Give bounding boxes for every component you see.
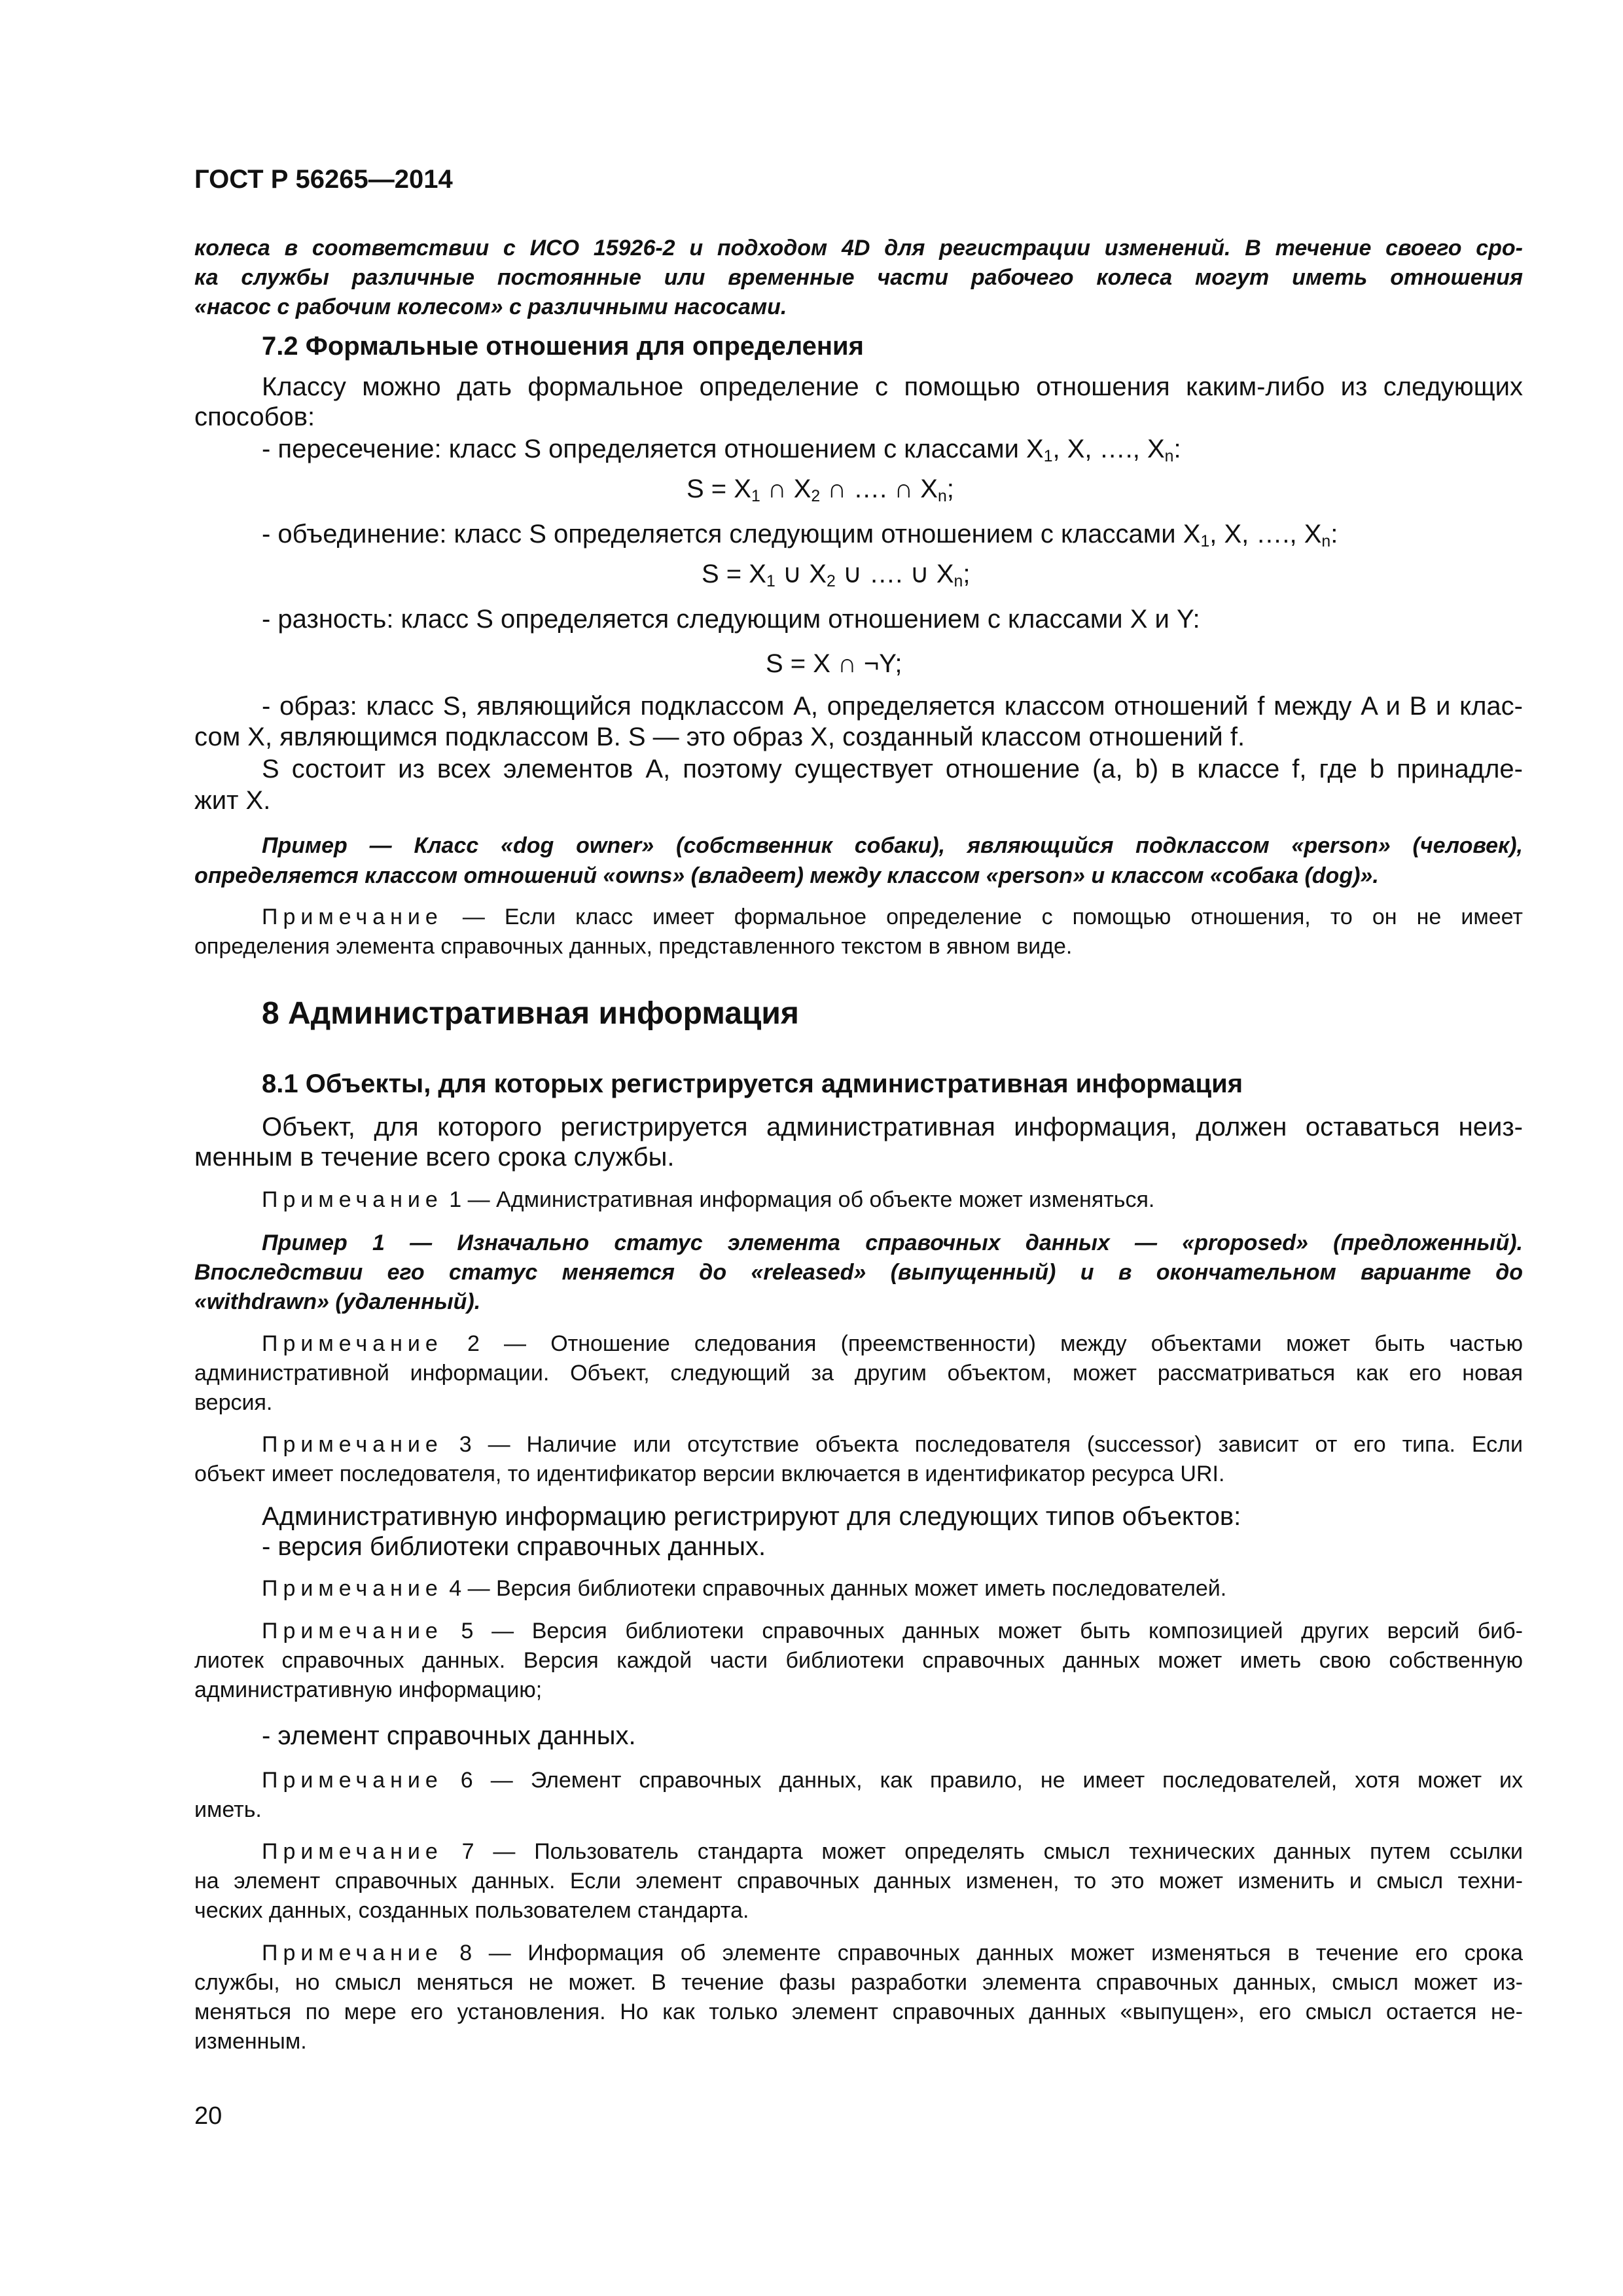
example-dog-owner-line-1: Пример — Класс «dog owner» (собственник собаки), являющийся подклассом «person» (человек),: [262, 833, 1523, 858]
section-8-1-heading: 8.1 Объекты, для которых регистрируется административная информация: [262, 1069, 1243, 1098]
section-7-2-heading: 7.2 Формальные отношения для определения: [262, 332, 864, 361]
note-6-line-2: иметь.: [194, 1797, 262, 1822]
note-2-line-3: версия.: [194, 1390, 273, 1415]
note-7-line-1: Примечание 7 — Пользователь стандарта может определять смысл технических данных путем ссылки: [262, 1839, 1523, 1864]
note-5-line-1: Примечание 5 — Версия библиотеки справочных данных может быть композицией других версий биб-: [262, 1619, 1523, 1643]
note-8-line-2: службы, но смысл меняться не может. В течение фазы разработки элемента справочных данных, смысл может из-: [194, 1970, 1523, 1995]
section-7-2-intro-line-2: способов:: [194, 403, 315, 431]
note-7-line-3: ческих данных, созданных пользователем стандарта.: [194, 1898, 749, 1923]
note-5-line-3: административную информацию;: [194, 1677, 543, 1702]
note-8-line-3: меняться по мере его установления. Но как только элемент справочных данных «выпущен», его смысл остается не-: [194, 2000, 1523, 2024]
object-type-reference-data-item: - элемент справочных данных.: [262, 1721, 636, 1750]
note-8-line-4: изменным.: [194, 2029, 307, 2054]
difference-formula: S = X ∩ ¬Y;: [766, 649, 902, 678]
page-number: 20: [194, 2102, 223, 2130]
note-3-line-2: объект имеет последователя, то идентификатор версии включается в идентификатор ресурса URI.: [194, 1462, 1225, 1486]
note-formal-definition-line-1: Примечание — Если класс имеет формальное определение с помощью отношения, то он не имеет: [262, 905, 1523, 929]
note-8-line-1: Примечание 8 — Информация об элементе справочных данных может изменяться в течение его срока: [262, 1941, 1523, 1965]
note-2-line-2: административной информации. Объект, следующий за другим объектом, может рассматриваться как его новая: [194, 1361, 1523, 1386]
union-definition: - объединение: класс S определяется следующим отношением с классами $X_1$, X, …., $X_n$:: [262, 520, 1338, 551]
note-2-line-1: Примечание 2 — Отношение следования (преемственности) между объектами может быть частью: [262, 1331, 1523, 1356]
intro-line-3: «насос с рабочим колесом» с различными насосами.: [194, 295, 787, 319]
example-dog-owner-line-2: определяется классом отношений «owns» (владеет) между классом «person» и классом «собака (dog)».: [194, 863, 1379, 888]
standard-header: ГОСТ Р 56265—2014: [194, 165, 453, 194]
object-types-intro: Административную информацию регистрируют для следующих типов объектов:: [262, 1502, 1241, 1531]
difference-definition: - разность: класс S определяется следующим отношением с классами X и Y:: [262, 605, 1200, 634]
example-1-line-1: Пример 1 — Изначально статус элемента справочных данных — «proposed» (предложенный).: [262, 1230, 1523, 1255]
note-4: Примечание 4 — Версия библиотеки справочных данных может иметь последователей.: [262, 1576, 1227, 1601]
example-1-line-3: «withdrawn» (удаленный).: [194, 1289, 481, 1314]
intersection-formula: $S = X_1$ ∩ $X_2$ ∩ …. ∩ $X_n$;: [687, 475, 954, 506]
intersection-definition: - пересечение: класс S определяется отношением с классами $X_1$, X, …., $X_n$:: [262, 435, 1181, 466]
note-6-line-1: Примечание 6 — Элемент справочных данных, как правило, не имеет последователей, хотя может их: [262, 1768, 1524, 1793]
union-formula: $S = X_1$ ∪ $X_2$ ∪ …. ∪ $X_n$;: [702, 560, 971, 591]
note-3-line-1: Примечание 3 — Наличие или отсутствие объекта последователя (successor) зависит от его типа. Если: [262, 1432, 1523, 1457]
section-8-1-para-line-1: Объект, для которого регистрируется административная информация, должен оставаться неиз-: [262, 1113, 1523, 1141]
section-8-heading: 8 Административная информация: [262, 996, 799, 1031]
image-definition-line-2: сом X, являющимся подклассом B. S — это образ X, созданный классом отношений f.: [194, 723, 1245, 751]
example-1-line-2: Впоследствии его статус меняется до «released» (выпущенный) и в окончательном варианте до: [194, 1260, 1523, 1285]
intro-line-1: колеса в соответствии с ИСО 15926-2 и подходом 4D для регистрации изменений. В течение своего сро-: [194, 236, 1523, 260]
note-formal-definition-line-2: определения элемента справочных данных, представленного текстом в явном виде.: [194, 934, 1073, 959]
object-type-library-version: - версия библиотеки справочных данных.: [262, 1532, 766, 1561]
intro-line-2: ка службы различные постоянные или временные части рабочего колеса могут иметь отношения: [194, 265, 1523, 290]
s-consists-line-1: S состоит из всех элементов A, поэтому существует отношение (a, b) в классе f, где b принадле-: [262, 755, 1523, 783]
s-consists-line-2: жит X.: [194, 786, 271, 815]
note-5-line-2: лиотек справочных данных. Версия каждой части библиотеки справочных данных может иметь свою собственную: [194, 1648, 1523, 1673]
image-definition-line-1: - образ: класс S, являющийся подклассом A, определяется классом отношений f между A и B и клас-: [262, 692, 1523, 721]
note-7-line-2: на элемент справочных данных. Если элемент справочных данных изменен, то это может изменить и смысл техни-: [194, 1869, 1523, 1893]
section-8-1-para-line-2: менным в течение всего срока службы.: [194, 1143, 675, 1172]
note-1: Примечание 1 — Административная информация об объекте может изменяться.: [262, 1187, 1155, 1212]
section-7-2-intro-line-1: Классу можно дать формальное определение с помощью отношения каким-либо из следующих: [262, 372, 1523, 401]
